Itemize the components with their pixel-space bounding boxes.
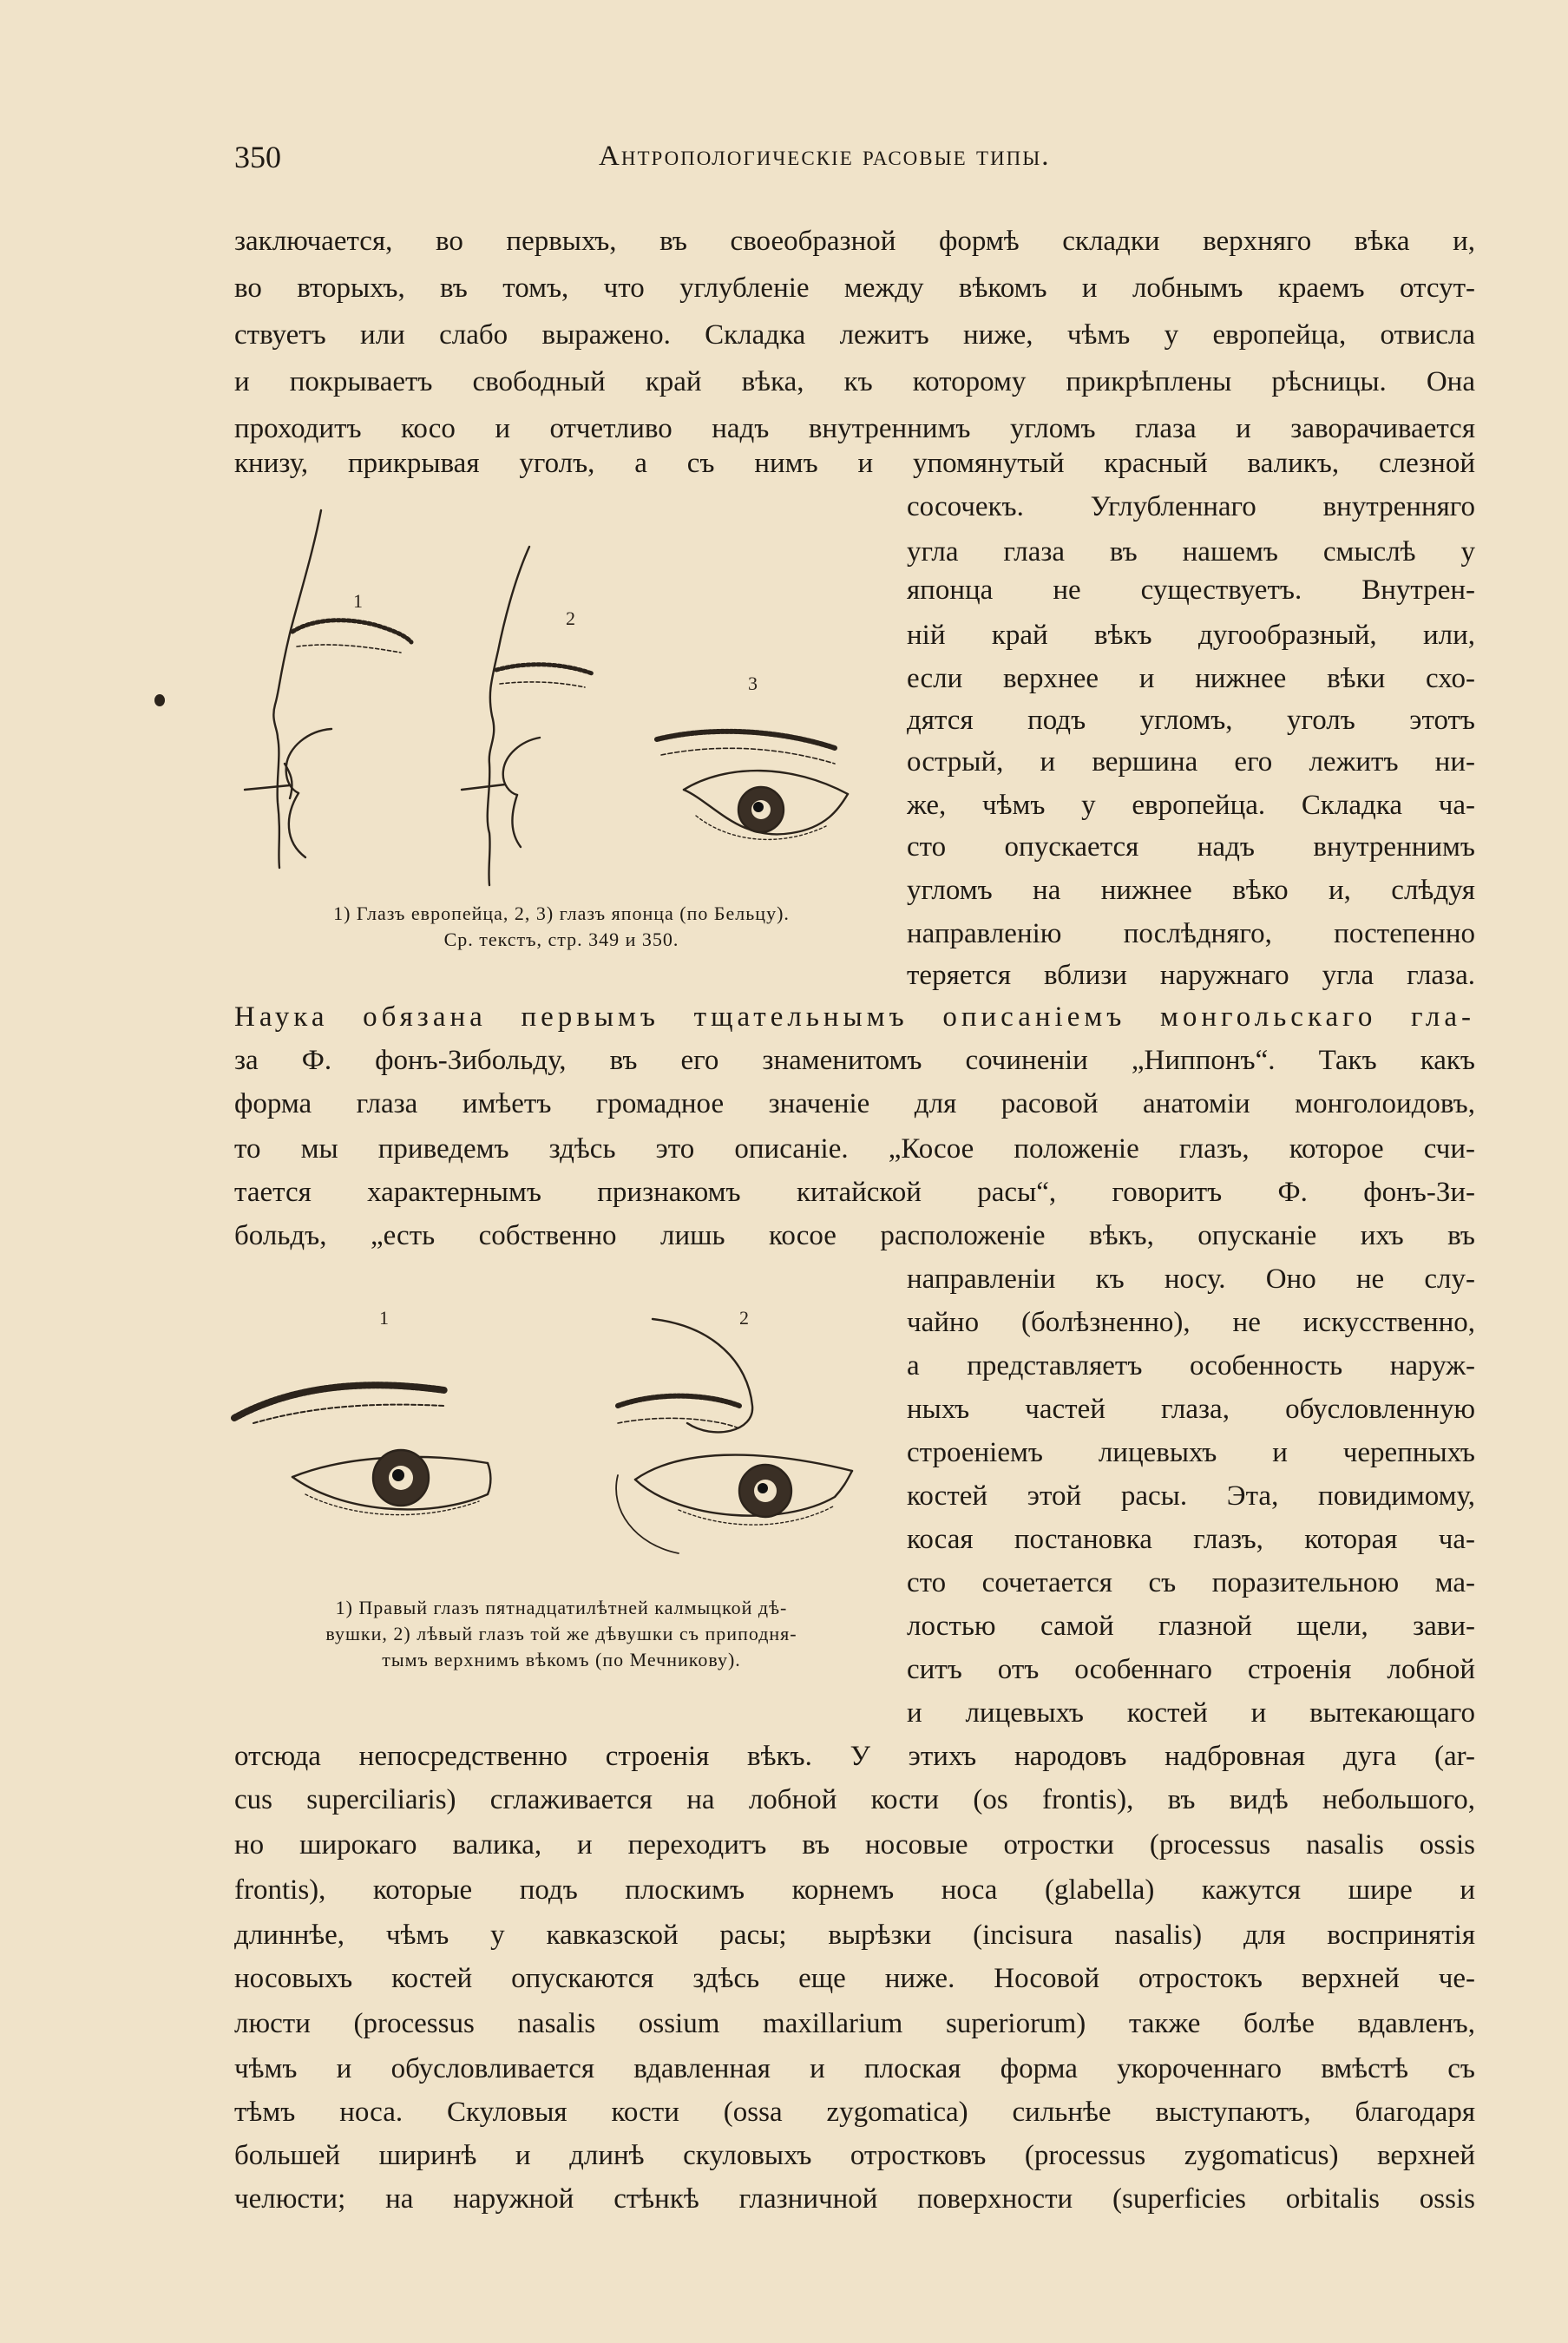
running-head: [234, 139, 1475, 182]
text-line: отсюда непосредственно строенія вѣкъ. У этихъ народовъ надбровная дуга (ar-: [234, 1741, 1475, 1772]
text-line: если верхнее и нижнее вѣки схо-: [907, 663, 1475, 694]
text-line: ныхъ частей глаза, обусловленную: [907, 1394, 1475, 1425]
text-line: Наука обязана первымъ тщательнымъ описаніемъ монгольскаго гла-: [234, 1001, 1475, 1033]
text-line: больдъ, „есть собственно лишь косое расположеніе вѣкъ, опусканіе ихъ въ: [234, 1220, 1475, 1251]
figure-1-label-1: 1: [353, 590, 363, 612]
figure-1-caption-line: 1) Глазъ европейца, 2, 3) глазъ японца (по Бельцу).: [333, 902, 790, 924]
text-line: большей ширинѣ и длинѣ скуловыхъ отростковъ (processus zygomaticus) верхней: [234, 2140, 1475, 2171]
text-line: чайно (болѣзненно), не искусственно,: [907, 1307, 1475, 1338]
text-line: во вторыхъ, въ томъ, что углубленіе между вѣкомъ и лобнымъ краемъ отсут-: [234, 272, 1475, 304]
text-line: угла глаза въ нашемъ смыслѣ у: [907, 536, 1475, 568]
text-line: ній край вѣкъ дугообразный, или,: [907, 620, 1475, 651]
text-line: frontis), которые подъ плоскимъ корнемъ носа (glabella) кажутся шире и: [234, 1874, 1475, 1906]
page-number: 350: [234, 140, 281, 174]
figure-2-label-1: 1: [379, 1307, 389, 1329]
text-line: за Ф. фонъ-Зибольду, въ его знаменитомъ сочиненіи „Ниппонъ“. Такъ какъ: [234, 1045, 1475, 1076]
figure-1-caption-line: Ср. текстъ, стр. 349 и 350.: [443, 929, 679, 950]
text-line: косая постановка глазъ, которая ча-: [907, 1524, 1475, 1555]
figure-2-caption-line: тымъ верхнимъ вѣкомъ (по Мечникову).: [382, 1649, 741, 1670]
text-line: сто опускается надъ внутреннимъ: [907, 831, 1475, 863]
text-line: но широкаго валика, и переходитъ въ носовые отростки (processus nasalis ossis: [234, 1829, 1475, 1861]
ink-spot: [154, 694, 165, 706]
text-line: сосочекъ. Углубленнаго внутренняго: [907, 491, 1475, 522]
text-line: направленію послѣдняго, постепенно: [907, 918, 1475, 949]
text-line: тается характернымъ признакомъ китайской расы“, говоритъ Ф. фонъ-Зи-: [234, 1177, 1475, 1208]
text-line: строеніемъ лицевыхъ и черепныхъ: [907, 1437, 1475, 1468]
figure-1-label-2: 2: [566, 607, 575, 629]
text-line: тѣмъ носа. Скуловыя кости (ossa zygomatica) сильнѣе выступаютъ, благодаря: [234, 2097, 1475, 2128]
text-line: костей этой расы. Эта, повидимому,: [907, 1480, 1475, 1512]
text-line: сто сочетается съ поразительною ма-: [907, 1567, 1475, 1598]
figure-2-label-2: 2: [739, 1307, 749, 1329]
text-line: люсти (processus nasalis ossium maxillarium superiorum) также болѣе вдавленъ,: [234, 2008, 1475, 2039]
text-line: лостью самой глазной щели, зави-: [907, 1611, 1475, 1642]
text-line: направленіи къ носу. Оно не слу-: [907, 1263, 1475, 1295]
figure-1-caption: [227, 901, 896, 953]
running-title: Антропологическіе расовые типы.: [599, 141, 1051, 172]
text-line: угломъ на нижнее вѣко и, слѣдуя: [907, 875, 1475, 906]
text-line: челюсти; на наружной стѣнкѣ глазничной поверхности (superficies orbitalis ossis: [234, 2183, 1475, 2215]
text-line: ствуетъ или слабо выражено. Складка лежитъ ниже, чѣмъ у европейца, отвисла: [234, 319, 1475, 351]
figure-1-eye-drawings: [227, 503, 896, 902]
text-line: заключается, во первыхъ, въ своеобразной формѣ складки верхняго вѣка и,: [234, 226, 1475, 257]
text-line: же, чѣмъ у европейца. Складка ча-: [907, 790, 1475, 821]
text-line: острый, и вершина его лежитъ ни-: [907, 746, 1475, 778]
text-line: cus superciliaris) сглаживается на лобной кости (os frontis), въ видѣ небольшого,: [234, 1784, 1475, 1815]
text-line: дятся подъ угломъ, уголъ этотъ: [907, 705, 1475, 736]
text-line: длиннѣе, чѣмъ у кавказской расы; вырѣзки (incisura nasalis) для воспринятія: [234, 1920, 1475, 1951]
text-line: и лицевыхъ костей и вытекающаго: [907, 1697, 1475, 1729]
figure-2-caption-line: вушки, 2) лѣвый глазъ той же дѣвушки съ приподня-: [325, 1623, 797, 1644]
text-line: форма глаза имѣетъ громадное значеніе для расовой анатоміи монголоидовъ,: [234, 1088, 1475, 1119]
text-line: и покрываетъ свободный край вѣка, къ которому прикрѣплены рѣсницы. Она: [234, 366, 1475, 397]
text-line: чѣмъ и обусловливается вдавленная и плоская форма укороченнаго вмѣстѣ съ: [234, 2053, 1475, 2084]
text-line: носовыхъ костей опускаются здѣсь еще ниже. Носовой отростокъ верхней че-: [234, 1963, 1475, 1994]
text-line: ситъ отъ особеннаго строенія лобной: [907, 1654, 1475, 1685]
text-line: японца не существуетъ. Внутрен-: [907, 574, 1475, 606]
text-line: теряется вблизи наружнаго угла глаза.: [907, 960, 1475, 991]
figure-1-label-3: 3: [748, 673, 758, 694]
text-line: а представляетъ особенность наруж-: [907, 1350, 1475, 1382]
figure-2-caption-line: 1) Правый глазъ пятнадцатилѣтней калмыцкой дѣ-: [335, 1597, 788, 1618]
text-line: проходитъ косо и отчетливо надъ внутреннимъ угломъ глаза и заворачивается: [234, 413, 1475, 444]
text-line: книзу, прикрывая уголъ, а съ нимъ и упомянутый красный валикъ, слезной: [234, 448, 1475, 479]
figure-2-caption: [227, 1595, 896, 1673]
figure-2-eye-drawings: [227, 1293, 896, 1588]
text-line: то мы приведемъ здѣсь это описаніе. „Косое положеніе глазъ, которое счи-: [234, 1133, 1475, 1165]
